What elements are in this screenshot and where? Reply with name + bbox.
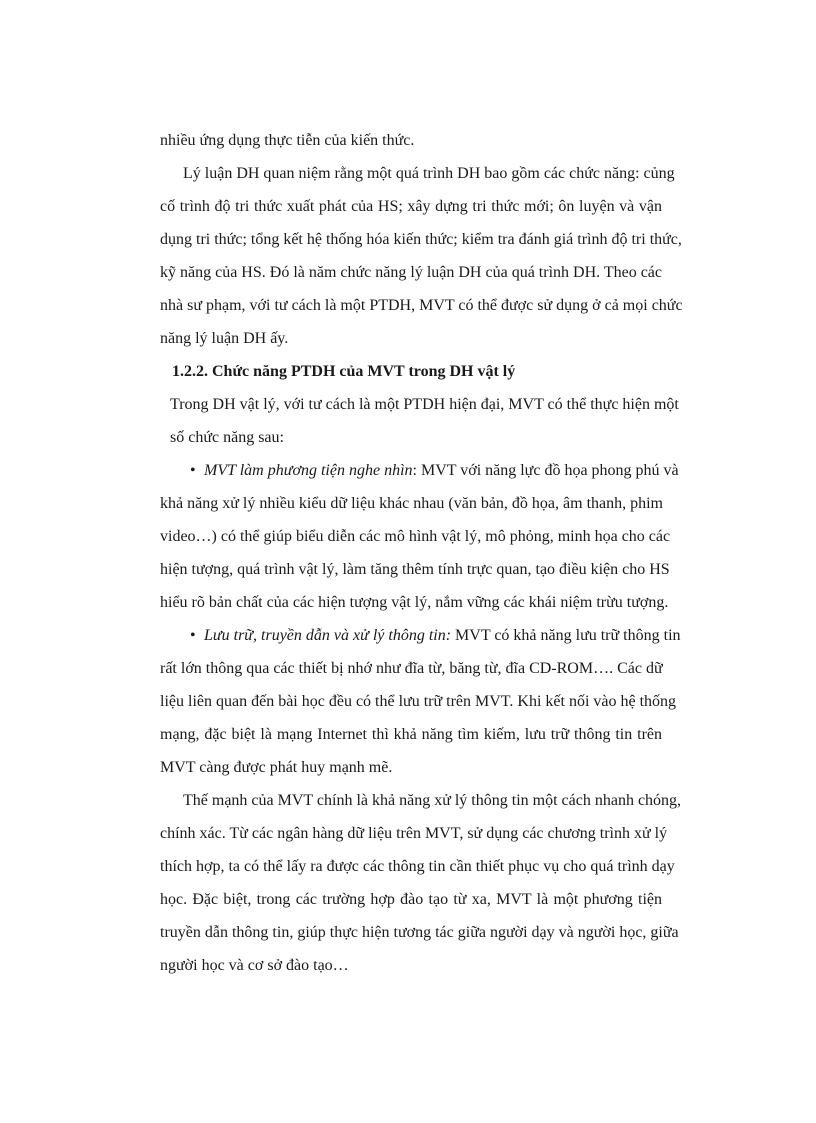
paragraph-line: liệu liên quan đến bài học đều có thể lưu trữ trên MVT. Khi kết nối vào hệ thống bbox=[160, 693, 677, 710]
paragraph-line: Trong DH vật lý, với tư cách là một PTDH hiện đại, MVT có thể thực hiện một bbox=[170, 396, 679, 413]
paragraph-line: nhà sư phạm, với tư cách là một PTDH, MVT có thể được sử dụng ở cả mọi chức bbox=[160, 297, 683, 314]
bullet-text: MVT có khả năng lưu trữ thông tin bbox=[451, 627, 681, 644]
bullet-first-line bbox=[160, 454, 679, 487]
bullet-term: Lưu trữ, truyền dẫn và xử lý thông tin: bbox=[204, 627, 452, 644]
bullet-icon: • bbox=[190, 462, 196, 479]
paragraph-line: thích hợp, ta có thể lấy ra được các thông tin cần thiết phục vụ cho quá trình dạy bbox=[160, 858, 675, 875]
document-page bbox=[160, 124, 683, 982]
paragraph-line: chính xác. Từ các ngân hàng dữ liệu trên MVT, sử dụng các chương trình xử lý bbox=[160, 825, 668, 842]
paragraph-line: năng lý luận DH ấy. bbox=[160, 330, 289, 347]
paragraph-strengths bbox=[160, 784, 682, 982]
section-heading: 1.2.2. Chức năng PTDH của MVT trong DH vật lý bbox=[172, 363, 516, 380]
paragraph-line: khả năng xử lý nhiều kiểu dữ liệu khác nhau (văn bản, đồ họa, âm thanh, phim bbox=[160, 495, 663, 512]
bullet-first-line bbox=[160, 619, 681, 652]
paragraph-line: video…) có thể giúp biểu diễn các mô hình vật lý, mô phỏng, minh họa cho các bbox=[160, 528, 671, 545]
paragraph-line: người học và cơ sở đào tạo… bbox=[160, 957, 349, 974]
paragraph-line: MVT càng được phát huy mạnh mẽ. bbox=[160, 759, 393, 776]
bullet-term: MVT làm phương tiện nghe nhìn bbox=[204, 462, 413, 479]
bullet-item-audiovisual bbox=[160, 454, 679, 619]
paragraph-line: Lý luận DH quan niệm rằng một quá trình DH bao gồm các chức năng: củng bbox=[183, 165, 675, 182]
paragraph-line: mạng, đặc biệt là mạng Internet thì khả năng tìm kiếm, lưu trữ thông tin trên bbox=[160, 726, 662, 743]
paragraph-line: Thế mạnh của MVT chính là khả năng xử lý thông tin một cách nhanh chóng, bbox=[183, 792, 682, 809]
paragraph-didactic-functions bbox=[160, 157, 683, 355]
paragraph-line: cố trình độ tri thức xuất phát của HS; xây dựng tri thức mới; ôn luyện và vận bbox=[160, 198, 662, 215]
paragraph-continuation: nhiều ứng dụng thực tiễn của kiến thức. bbox=[160, 132, 415, 149]
paragraph-line: số chức năng sau: bbox=[170, 429, 284, 446]
paragraph-line: học. Đặc biệt, trong các trường hợp đào tạo từ xa, MVT là một phương tiện bbox=[160, 891, 662, 908]
paragraph-intro bbox=[160, 388, 679, 454]
bullet-icon: • bbox=[190, 627, 196, 644]
paragraph-line: truyền dẫn thông tin, giúp thực hiện tương tác giữa người dạy và người học, giữa bbox=[160, 924, 679, 941]
paragraph-line: rất lớn thông qua các thiết bị nhớ như đĩa từ, băng từ, đĩa CD-ROM…. Các dữ bbox=[160, 660, 663, 677]
bullet-text: : MVT với năng lực đồ họa phong phú và bbox=[412, 462, 679, 479]
paragraph-line: hiện tượng, quá trình vật lý, làm tăng thêm tính trực quan, tạo điều kiện cho HS bbox=[160, 561, 670, 578]
paragraph-line: hiểu rõ bản chất của các hiện tượng vật lý, nắm vững các khái niệm trừu tượng. bbox=[160, 594, 669, 611]
bullet-item-storage bbox=[160, 619, 681, 784]
paragraph-line: dụng tri thức; tổng kết hệ thống hóa kiến thức; kiểm tra đánh giá trình độ tri thức, bbox=[160, 231, 682, 248]
paragraph-line: kỹ năng của HS. Đó là năm chức năng lý luận DH của quá trình DH. Theo các bbox=[160, 264, 663, 281]
